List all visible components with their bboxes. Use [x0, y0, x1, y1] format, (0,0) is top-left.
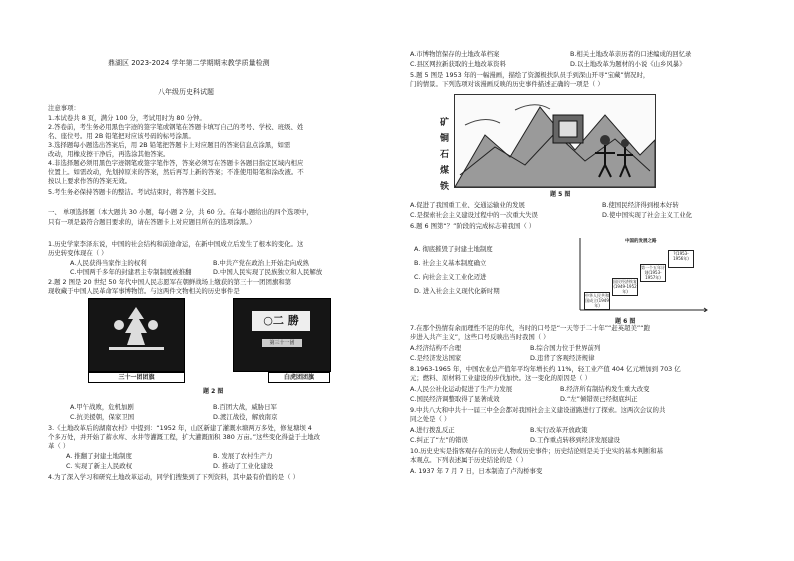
flag1-label: 三十一团团旗	[88, 372, 185, 383]
notes-line: 位置上。如需改动，先划掉原来的答案，然后再写上新的答案；不准使用铅笔和涂改液。不	[48, 168, 304, 176]
cartoon-label: 煤	[440, 166, 450, 176]
q7-stem: 步进入共产主义”，这些口号反映出当时我国（ ）	[410, 333, 550, 341]
q2-option-a: A.甲午战败，危机加剧	[70, 403, 134, 411]
staircase-step: 第一个五年计划(1953-1957年)	[641, 265, 665, 280]
q4-option-a: A.市博物馆保存的土地改革档案	[410, 50, 500, 58]
q2-option-b: B.百团大战，威胁日军	[213, 403, 277, 411]
q2-stem: 现收藏于中国人民革命军事博物馆。与这两件文物相关的历史事件是	[48, 287, 240, 295]
cartoon-drawing-icon	[455, 95, 655, 187]
q3-stem: 革（ ）	[48, 442, 70, 450]
q1-stem: 历史转变体现在（ ）	[48, 249, 108, 257]
q9-stem: 9.中共八大和中共十一届三中全会都对我国社会主义建设道路进行了探索。这两次会议的共	[410, 406, 666, 414]
notes-line: 改动，用橡皮擦干净后，再选涂其他答案。	[48, 150, 170, 158]
q1-option-a: A.人民获得当家作主的权利	[70, 259, 147, 267]
q5-option-c: C.是探索社会主义建设过程中的一次重大失误	[410, 211, 538, 219]
q8-option-a: A.人民公社化运动促进了生产力发展	[410, 385, 513, 393]
q3-stem: 3.《土地改革后的湖南农村》中提到：“1952 年，山区新建了灌溉水塘两万多处，修复塘坝 4	[48, 424, 312, 432]
section1-line: 只有一项是最符合题目要求的，请在答题卡上对应题目所在的选项涂黑。）	[48, 218, 256, 226]
q3-option-c: C. 实现了新主人民政权	[66, 462, 133, 470]
staircase-title: 中国的发展之路	[625, 239, 657, 244]
subject-title: 八年级历史科试题	[158, 88, 214, 96]
q7-option-b: B.综合国力位于世界前列	[530, 344, 601, 352]
q5-stem: 5.题 5 图是 1953 年的一幅漫画，描绘了资源极扶队员手到深山开寻“宝藏”情况时，	[410, 71, 650, 79]
q7-option-a: A.经济结构不合理	[410, 344, 462, 352]
q7-option-d: D.违背了客观经济规律	[530, 354, 595, 362]
notes-line: 按以上要求作答的答案无效。	[48, 177, 132, 185]
q9-option-d: D.工作重点转移到经济发展建设	[530, 436, 621, 444]
q6-option-d: D. 进入社会主义现代化新时期	[414, 287, 500, 295]
q8-stem: 8.1963-1965 年，中国农业总产值年平均年增长约 11%，轻工业产值 404 亿元增加到 703 亿	[410, 365, 681, 373]
cartoon-label: 石	[440, 150, 450, 160]
q6-option-b: B. 社会主义基本制度确立	[414, 259, 487, 267]
q4-option-d: D.以土地改革为题材的小说《山乡风暴》	[570, 60, 686, 68]
notes-heading: 注意事项：	[48, 104, 80, 112]
q9-option-a: A.进行拨乱反正	[410, 426, 455, 434]
notes-line: 2.答卷前，考生务必用黑色字迹的签字笔或钢笔在答题卡填写自己的考号、学校、班级、姓	[48, 123, 304, 131]
q8-stem: 元；燃料、原材料工业建设的步伐加快。这一变化的原因是（ ）	[410, 374, 591, 382]
flag-31st-regiment-image	[88, 298, 185, 372]
q9-stem: 同之处是（ ）	[410, 415, 451, 423]
q7-stem: 7.在那个热情有余而理性不足的年代，当时的口号是“一天等于二十年”“赶英超美”“跑	[410, 324, 650, 332]
q3-stem: 个多万处，并开始了蓄水库、水井等灌溉工程，扩大灌溉面积 380 万亩。”这些变化得益于土地改	[48, 433, 320, 441]
q10-option-a: A. 1937 年 7 月 7 日，日本制造了卢沟桥事变	[410, 467, 543, 475]
q3-option-b: B. 发展了农村生产力	[213, 452, 273, 460]
notes-line: 5.考生务必保持答题卡的整洁。考试结束时，将答题卡交回。	[48, 188, 221, 196]
staircase-step: 中华人民共和国成立(1949年)	[585, 293, 609, 308]
figure5-caption: 题 5 图	[550, 191, 571, 198]
q1-option-c: C.中国两千多年的封建君主专制制度被推翻	[70, 268, 192, 276]
q6-stem: 6.题 6 图第“？”阶段的完成标志着我国（ ）	[410, 222, 536, 230]
q6-option-c: C. 向社会主义工业化迈进	[414, 273, 487, 281]
section1-line: 一、 单项选择题（本大题共 30 小题，每小题 2 分，共 60 分。在每小题给出的四个选项中，	[48, 208, 313, 216]
staircase-step: 国民经济恢复(1949-1952年)	[613, 279, 637, 294]
cartoon-mountain-image	[454, 94, 656, 188]
staircase-step: ?(1953-1956年)	[668, 250, 694, 268]
q3-option-a: A. 推翻了封建土地制度	[66, 452, 132, 460]
q4-stem: 4.为了深入学习和研究土地改革运动，同学们搜集到了下列资料，其中最有价值的是（ ）	[48, 473, 299, 481]
q5-stem: 门的情景。下列选项对该漫画反映的历史事件描述正确的一项是（ ）	[410, 80, 604, 88]
q8-option-c: C.国民经济调整取得了显著成效	[410, 395, 500, 403]
q6-option-a: A. 彻底摧毁了封建土地制度	[414, 245, 493, 253]
notes-line: 4.非选择题必须用黑色字迹钢笔或签字笔作答，答案必须写在答题卡各题目指定区域内相应	[48, 159, 304, 167]
cartoon-label: 矿	[440, 118, 450, 128]
notes-line: 3.选择题每小题选出答案后，用 2B 铅笔把答题卡上对应题目的答案信息点涂黑，如需	[48, 141, 291, 149]
q7-option-c: C.是经济发达国家	[410, 354, 462, 362]
figure6-caption: 题 6 图	[615, 318, 636, 325]
q8-option-d: D.“左”倾错误已经彻底纠正	[560, 395, 638, 403]
q5-option-b: B.使国民经济得到根本好转	[602, 201, 679, 209]
q5-option-d: D.使中国实现了社会主义工业化	[602, 211, 693, 219]
flag-emblem-icon	[89, 299, 184, 359]
q9-option-b: B.实行改革开放政策	[530, 426, 588, 434]
q2-option-c: C.抗美援朝，保家卫国	[70, 413, 135, 421]
q10-stem: 10.历史史实是指客观存在的历史人物或历史事件；历史结论则是关于史实的基本判断和基	[410, 447, 664, 455]
notes-line: 名、座位号。用 2B 铅笔把对应该号码的标号涂黑。	[48, 132, 195, 140]
q5-option-a: A.促进了我国重工业、交通运输业的发展	[410, 201, 525, 209]
q1-stem: 1.历史学家李泽东说，中国的社会结构和前途命运，在新中国成立后发生了根本的变化。这	[48, 240, 304, 248]
q4-option-c: C.县区网拉新获取的土地改革资料	[410, 60, 506, 68]
flag2-text: ○二 勝	[252, 311, 310, 331]
district-title: 鼎湖区 2023-2024 学年第二学期期末教学质量检测	[108, 59, 270, 67]
q9-option-c: C.纠正了“左”的错误	[410, 436, 468, 444]
q2-stem: 2.题 2 图是 20 世纪 50 年代中国人民志愿军在朝鲜战场上缴获的第三十一团团旗和第	[48, 278, 292, 286]
flag2-subtext: 第三十一团	[262, 339, 302, 347]
cartoon-label: 铜	[440, 134, 450, 144]
q1-option-d: D.中国人民实现了民族独立和人民解放	[213, 268, 323, 276]
q3-option-d: D. 推动了工业化建设	[213, 462, 274, 470]
cartoon-label: 铁	[440, 182, 450, 192]
q1-option-b: B.中共产党在政治上开始走向成熟	[213, 259, 309, 267]
q10-stem: 本观点。下列表述属于历史结论的是（ ）	[410, 456, 528, 464]
q4-option-b: B.相关土地改革亲历者的口述编成的回忆录	[570, 50, 692, 58]
q8-option-b: B.经济所有制结构发生重大改变	[560, 385, 650, 393]
flag-white-tiger-regiment-image	[233, 298, 331, 372]
notes-line: 1.本试卷共 8 页，满分 100 分，考试用时为 80 分钟。	[48, 114, 206, 122]
figure2-caption: 题 2 图	[203, 388, 224, 395]
flag2-label: 白虎团团旗	[268, 372, 330, 383]
q2-option-d: D.渡江战役，解放南京	[213, 413, 278, 421]
